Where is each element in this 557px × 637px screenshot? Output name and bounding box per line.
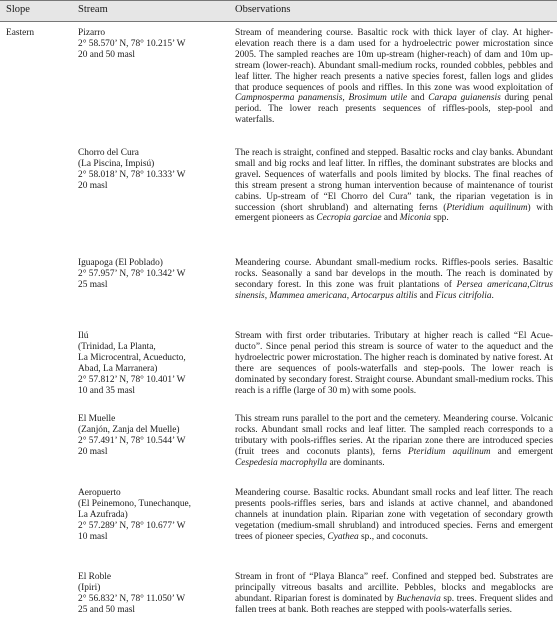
table-header [0, 0, 557, 22]
stream-cell [78, 258, 228, 291]
stream-cell [78, 414, 228, 458]
stream-name: El Roble [78, 572, 112, 582]
stream-detail: (El Peinemono, Tunechanque, [78, 498, 192, 509]
stream-detail: 2° 57.289’ N, 78° 10.677’ W [78, 520, 186, 531]
stream-detail: 2° 56.832’ N, 78° 11.050’ W [78, 593, 186, 604]
stream-detail: (Trinidad, La Planta, [78, 341, 156, 352]
slope-cell: Eastern [6, 28, 35, 38]
stream-cell [78, 331, 228, 396]
stream-cell [78, 148, 228, 192]
stream-detail: 2° 57.957’ N, 78° 10.342’ W [78, 268, 186, 279]
observations-cell: The reach is straight, confined and stepped. Basaltic rocks and clay banks. Abundant small and big rocks and leaf litter. In riffles, the dominant substrates are blocks and gravel. Sequences of waterfalls and pools limited by blocks. The final reaches of this stream present a strong human intervention because of maintenance of tourist cabins. Up-stream of “El Chorro del Cura” tank, the riparian vegetation is in succession (short shrubland) and alternating ferns (Pteridium aquilinum) with emergent pioneers as Cecropia garciae and Miconia spp. [235, 148, 553, 224]
observations-cell: This stream runs parallel to the port and the cemetery. Meandering course. Volcanic rocks. Abundant small rocks and leaf litter. The sampled reach corresponds to a tributary with pools-riffles series. At the riparian zone there are introduced species (fruit trees and coconuts plants), ferns Pteridium aquilinum and emergent Cespedesia macrophylla are dominants. [235, 414, 553, 468]
stream-detail: 20 and 50 masl [78, 49, 136, 60]
stream-detail: Abad, La Marranera) [78, 363, 158, 374]
observations-cell: Meandering course. Basaltic rocks. Abundant small rocks and leaf litter. The reach presents pools-riffles series, bars and islands at active channel, and abandoned channels at inundation plain. Riparian zone with vegetation of secondary growth vegetation (medium-small shrubland) and introduced species. Ferns and emergent trees of pioneer species, Cyathea sp., and coconuts. [235, 488, 553, 542]
stream-cell [78, 28, 228, 61]
stream-name: Iguapoga (El Poblado) [78, 258, 163, 268]
observations-cell: Stream of meandering course. Basaltic rock with thick layer of clay. At higher-elevation reach there is a dam used for a hydroelectric power microstation since 2005. The sampled reaches are 10m up-stream (higher-reach) of dam and 10m up-stream (lower-reach). Abundant small-medium rocks, rounded cobbles, pebbles and leaf litter. The higher reach presents a native species forest, fallen logs and glides that produce sequences of pools and riffles. In this zone was wood exploitation of Campnosperma panamensis, Brosimum utile and Carapa guianensis during penal period. The lower reach presents sequences of riffles-pools, step-pool and waterfalls. [235, 28, 554, 126]
stream-detail: (Ipiri) [78, 582, 101, 593]
stream-detail: 2° 58.018’ N, 78° 10.333’ W [78, 169, 186, 180]
stream-detail: 10 and 35 masl [78, 385, 136, 396]
stream-detail: 2° 57.491’ N, 78° 10.544’ W [78, 435, 186, 446]
stream-name: Chorro del Cura [78, 148, 139, 158]
stream-name: Aeropuerto [78, 488, 121, 498]
stream-name: Pizarro [78, 28, 106, 38]
stream-detail: 20 masl [78, 180, 108, 191]
stream-cell [78, 572, 228, 616]
stream-detail: 25 and 50 masl [78, 604, 136, 615]
header-slope: Slope [6, 4, 30, 15]
stream-detail: (Zanjón, Zanja del Muelle) [78, 424, 180, 435]
stream-detail: La Microcentral, Acueducto, [78, 352, 186, 363]
stream-name: Ilú [78, 331, 89, 341]
stream-detail: (La Piscina, Impisú) [78, 158, 155, 169]
header-stream: Stream [78, 4, 108, 15]
stream-detail: 25 masl [78, 279, 108, 290]
stream-cell [78, 488, 228, 543]
stream-detail: 2° 58.570’ N, 78° 10.215’ W [78, 38, 186, 49]
stream-detail: 2° 57.812’ N, 78° 10.401’ W [78, 374, 186, 385]
stream-detail: 20 masl [78, 446, 108, 457]
header-observations: Observations [235, 4, 291, 15]
observations-cell: Stream with first order tributaries. Tributary at higher reach is called “El Acue-ducto”. Since penal period this stream is source of water to the aqueduct and the hydroelectric power microstation. The higher reach is dominated by native forest. At there are sequences of pools-waterfalls and step-pools. The lower reach is dominated by secondary forest. Straight course. Abundant small-medium rocks. This reach is a riffle (large of 30 m) with some pools. [235, 331, 553, 396]
observations-cell: Meandering course. Abundant small-medium rocks. Riffles-pools series. Basaltic rocks. Seasonally a sand bar develops in the mouth. The reach is dominated by secondary forest. In this zone was fruit plantations of Persea americana,Citrus sinensis, Mammea americana, Artocarpus altilis and Ficus citrifolia. [235, 258, 553, 301]
stream-detail: 10 masl [78, 531, 108, 542]
stream-name: El Muelle [78, 414, 116, 424]
stream-detail: La Azufrada) [78, 509, 128, 520]
observations-cell: Stream in front of “Playa Blanca” reef. Confined and stepped bed. Substrates are principally vitreous basalts and arcillite. Pebbles, blocks and megablocks are abundant. Riparian forest is dominated by Buchenavia sp. trees. Frequent slides and fallen trees at bank. Both reaches are stepped with pools-waterfalls series. [235, 572, 553, 615]
